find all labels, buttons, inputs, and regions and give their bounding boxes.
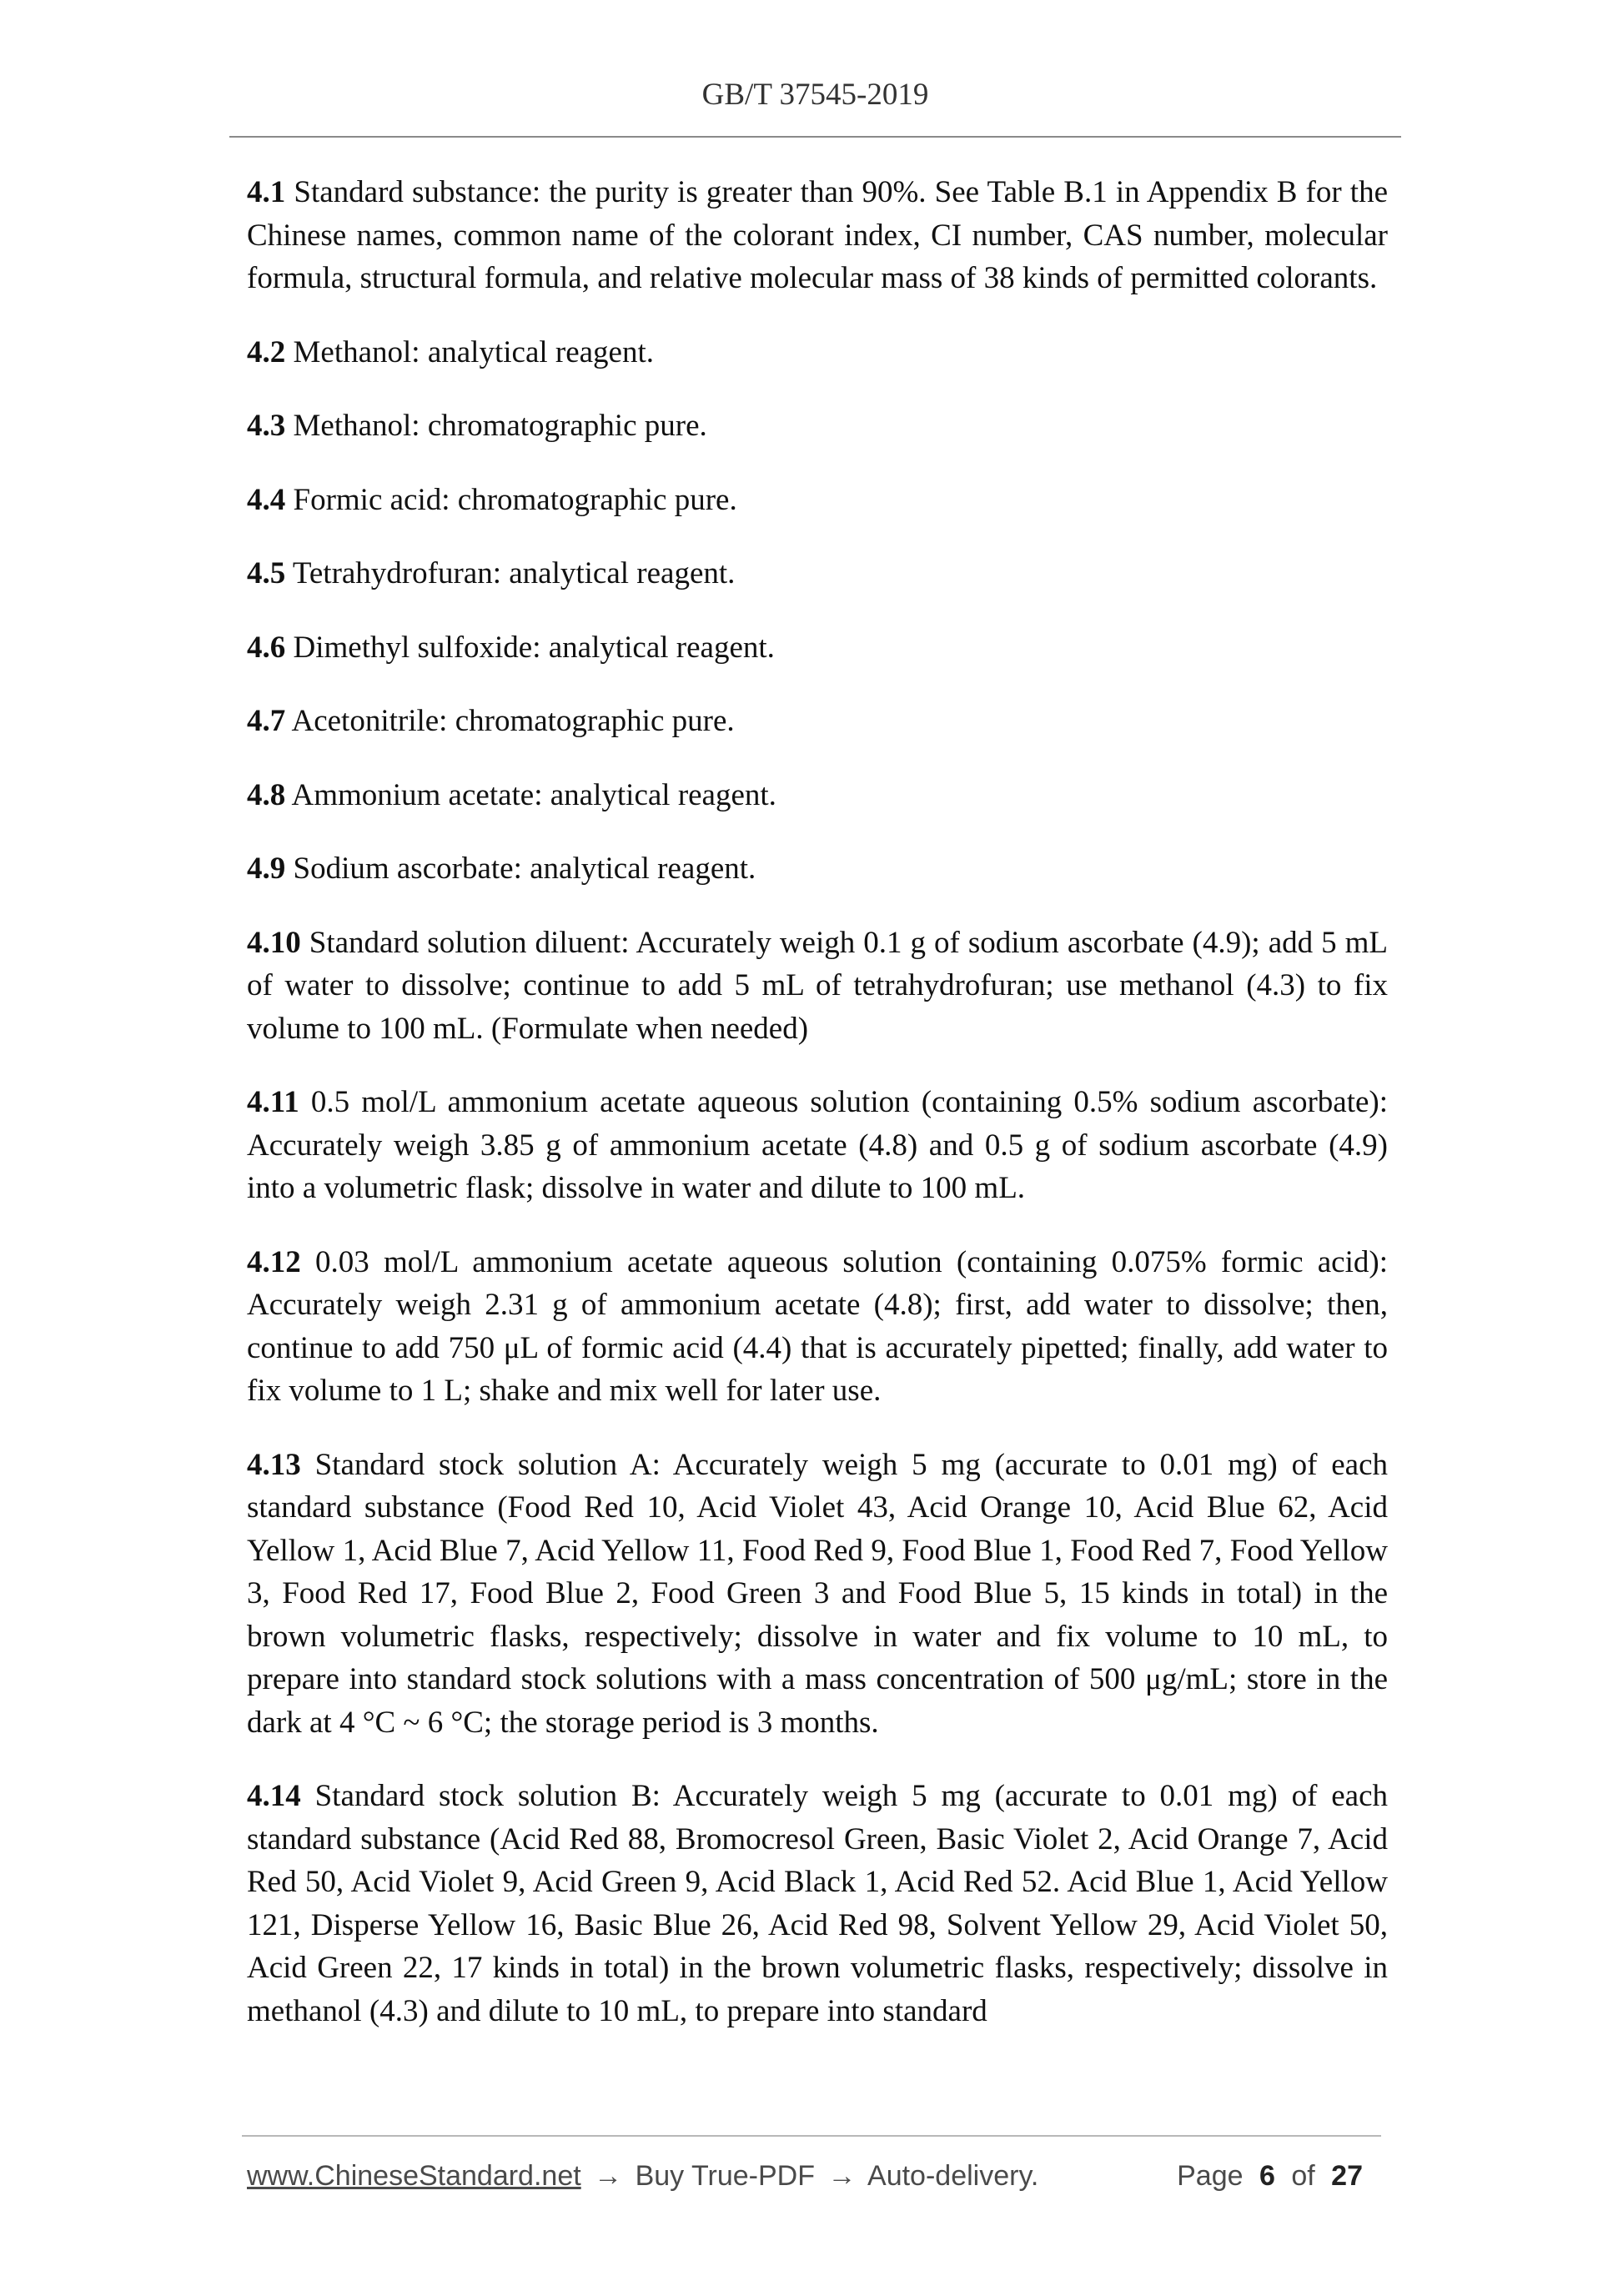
footer-promo <box>247 2160 1038 2193</box>
clause-number: 4.9 <box>247 852 286 886</box>
clause-number: 4.11 <box>247 1085 299 1119</box>
page-of-label: of <box>1291 2160 1315 2192</box>
document-body <box>247 171 1388 2063</box>
clause-number: 4.5 <box>247 556 286 590</box>
clause-number: 4.14 <box>247 1779 301 1813</box>
clause-number: 4.13 <box>247 1447 301 1482</box>
clause-4-14 <box>247 1775 1388 2032</box>
clause-text: Standard stock solution A: Accurately weigh 5 mg (accurate to 0.01 mg) of each standard substance (Food Red 10, Acid Violet 43, Acid Orange 10, Acid Blue 62, Acid Yellow 1, Acid Blue 7, Acid Yellow 11, Food Red 9, Food Blue 1, Food Red 7, Food Yellow 3, Food Red 17, Food Blue 2, Food Green 3 and Food Blue 5, 15 kinds in total) in the brown volumetric flasks, respectively; dissolve in water and fix volume to 10 mL, to prepare into standard stock solutions with a mass concentration of 500 μg/mL; store in the dark at 4 °C ~ 6 °C; the storage period is 3 months. <box>247 1447 1389 1740</box>
clause-number: 4.2 <box>247 334 286 369</box>
clause-number: 4.12 <box>247 1244 301 1279</box>
clause-4-6 <box>247 626 1388 670</box>
clause-4-12 <box>247 1241 1388 1413</box>
clause-text: 0.03 mol/L ammonium acetate aqueous solution (containing 0.075% formic acid): Accurately weigh 2.31 g of ammonium acetate (4.8); first, add water to dissolve; then, continue to add 750 μL of formic acid (4.4) that is accurately pipetted; finally, add water to fix volume to 1 L; shake and mix well for later use. <box>247 1244 1388 1408</box>
clause-number: 4.8 <box>247 777 286 812</box>
clause-text: Sodium ascorbate: analytical reagent. <box>293 852 756 886</box>
clause-text: Formic acid: chromatographic pure. <box>293 482 737 517</box>
clause-number: 4.6 <box>247 630 286 665</box>
page-label: Page <box>1177 2160 1244 2192</box>
clause-4-9 <box>247 847 1388 891</box>
clause-text: Ammonium acetate: analytical reagent. <box>291 777 776 812</box>
page-footer <box>247 2160 1381 2202</box>
clause-4-5 <box>247 552 1388 595</box>
page-total: 27 <box>1331 2160 1363 2192</box>
arrow-right-icon: → <box>594 2160 623 2192</box>
clause-number: 4.1 <box>247 175 286 209</box>
clause-4-4 <box>247 479 1388 522</box>
clause-text: Methanol: chromatographic pure. <box>293 409 707 443</box>
clause-text: Methanol: analytical reagent. <box>293 334 655 369</box>
clause-number: 4.3 <box>247 409 286 443</box>
clause-text: 0.5 mol/L ammonium acetate aqueous solution (containing 0.5% sodium ascorbate): Accurately weigh 3.85 g of ammonium acetate (4.8) and 0.5 g of sodium ascorbate (4.9) into a volumetric flask; dissolve in water and dilute to 100 mL. <box>247 1085 1389 1205</box>
clause-4-10 <box>247 922 1388 1051</box>
chinesestandard-link[interactable]: www.ChineseStandard.net <box>247 2160 581 2192</box>
clause-4-11 <box>247 1081 1388 1210</box>
clause-number: 4.4 <box>247 482 286 517</box>
buy-true-pdf-text: Buy True-PDF <box>635 2160 815 2192</box>
clause-text: Acetonitrile: chromatographic pure. <box>291 704 735 738</box>
clause-text: Tetrahydrofuran: analytical reagent. <box>292 556 736 590</box>
footer-divider <box>242 2135 1381 2137</box>
page-header-standard-code: GB/T 37545-2019 <box>701 78 929 112</box>
clause-text: Standard solution diluent: Accurately weigh 0.1 g of sodium ascorbate (4.9); add 5 mL of water to dissolve; continue to add 5 mL of tetrahydrofuran; use methanol (4.3) to fix volume to 100 mL. (Formulate when needed) <box>247 925 1389 1046</box>
clause-number: 4.10 <box>247 925 301 960</box>
header-divider <box>229 136 1401 138</box>
page-indicator <box>1177 2160 1371 2193</box>
clause-text: Standard substance: the purity is greater than 90%. See Table B.1 in Appendix B for the Chinese names, common name of the colorant index, CI number, CAS number, molecular formula, structural formula, and relative molecular mass of 38 kinds of permitted colorants. <box>247 175 1388 295</box>
auto-delivery-text: Auto-delivery. <box>867 2160 1039 2192</box>
clause-4-3 <box>247 404 1388 448</box>
arrow-right-icon: → <box>827 2160 857 2192</box>
clause-text: Standard stock solution B: Accurately weigh 5 mg (accurate to 0.01 mg) of each standard substance (Acid Red 88, Bromocresol Green, Basic Violet 2, Acid Orange 7, Acid Red 50, Acid Violet 9, Acid Green 9, Acid Black 1, Acid Red 52. Acid Blue 1, Acid Yellow 121, Disperse Yellow 16, Basic Blue 26, Acid Red 98, Solvent Yellow 29, Acid Violet 50, Acid Green 22, 17 kinds in total) in the brown volumetric flasks, respectively; dissolve in methanol (4.3) and dilute to 10 mL, to prepare into standard <box>247 1779 1389 2028</box>
clause-4-8 <box>247 774 1388 817</box>
clause-number: 4.7 <box>247 704 286 738</box>
clause-4-13 <box>247 1444 1388 1745</box>
clause-4-7 <box>247 700 1388 743</box>
page-current: 6 <box>1259 2160 1275 2192</box>
clause-4-1 <box>247 171 1388 300</box>
clause-text: Dimethyl sulfoxide: analytical reagent. <box>293 630 775 665</box>
clause-4-2 <box>247 331 1388 374</box>
